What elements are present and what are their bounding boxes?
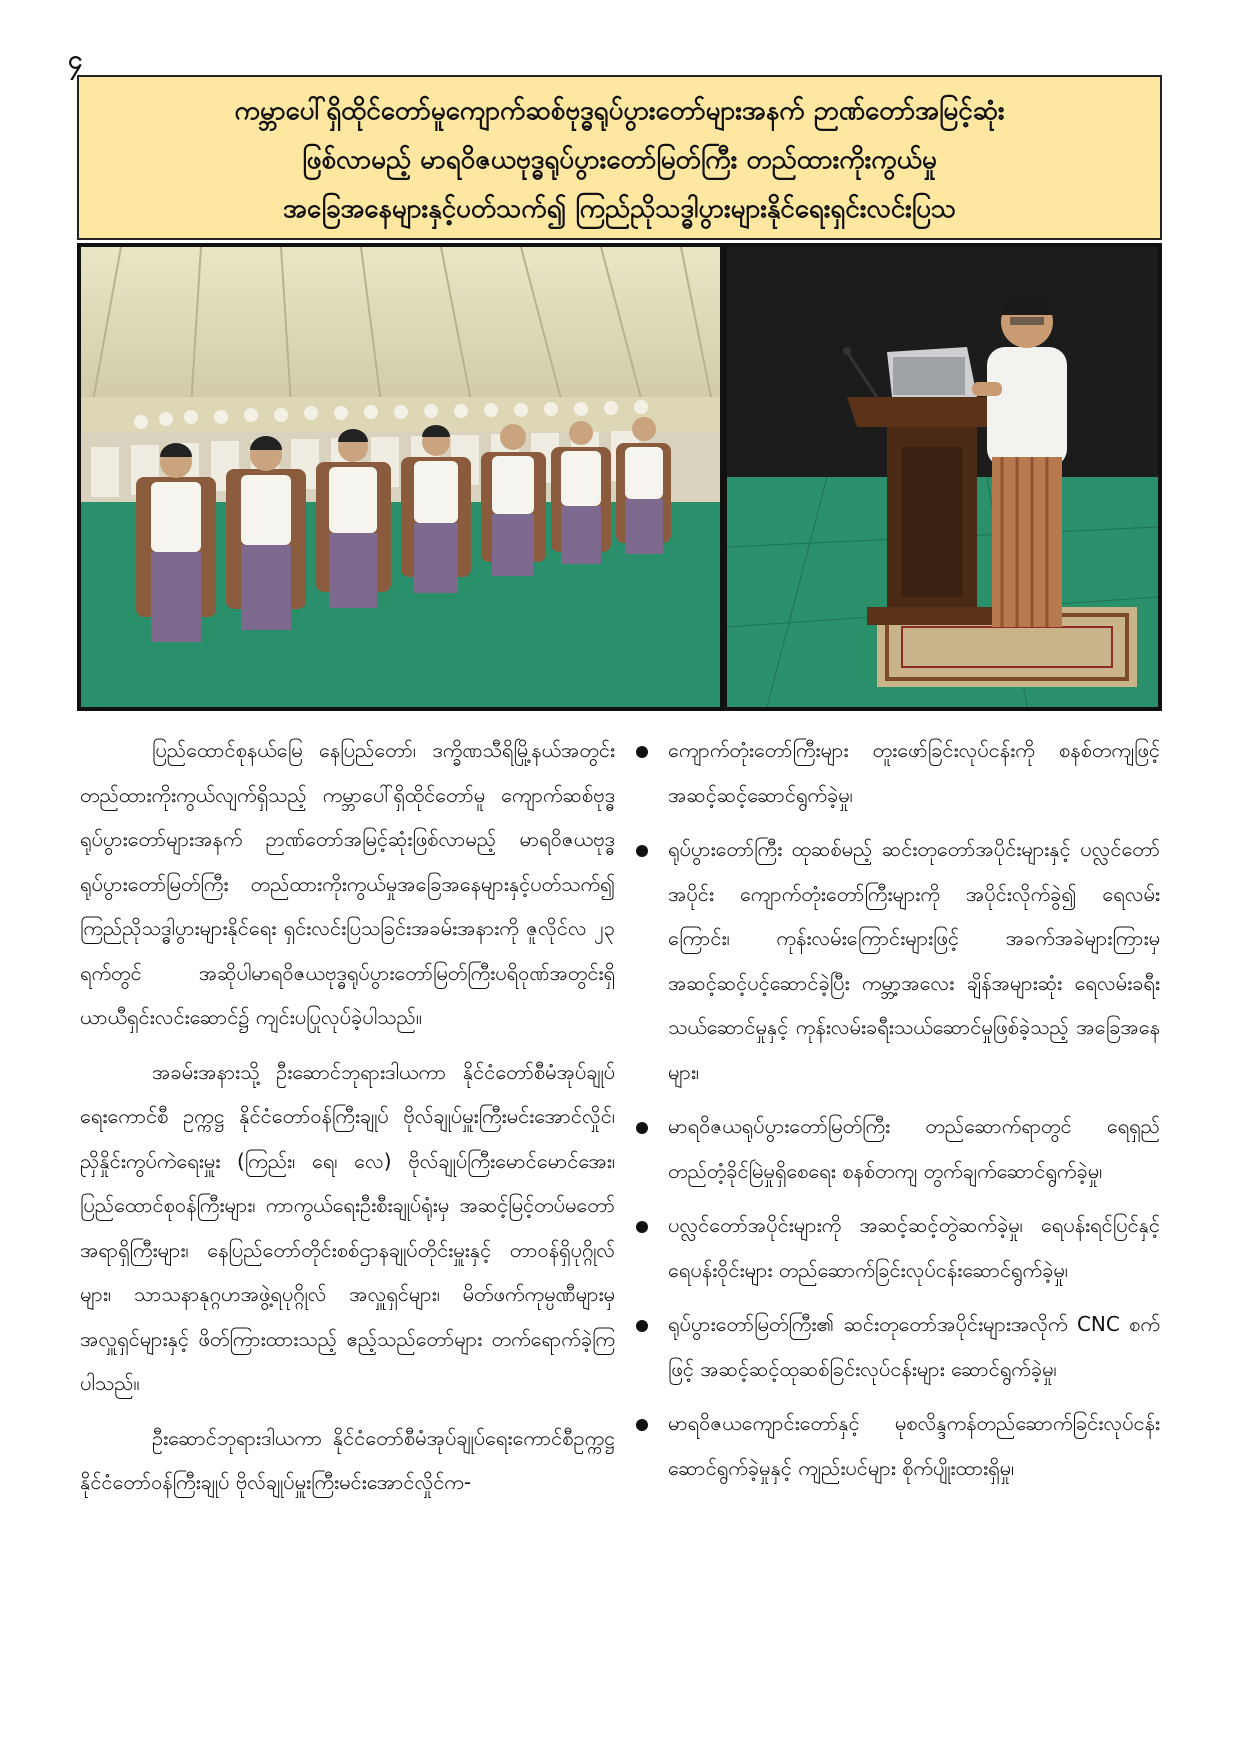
speaker-at-podium-photo (727, 247, 1158, 707)
headline-line-2: ဖြစ်လာမည့် မာရဝိဇယဗုဒ္ဓရုပ်ပွားတော်မြတ်ကြီး တည်ထားကိုးကွယ်မှု (302, 145, 937, 175)
body-left-column (80, 728, 615, 1515)
bullet-dot-icon (636, 1221, 648, 1233)
bullet-dot-icon (636, 1122, 648, 1134)
body-paragraph: ပြည်ထောင်စုနယ်မြေ နေပြည်တော်၊ ဒက္ခိဏသီရိမြို့နယ်အတွင်း တည်ထားကိုးကွယ်လျက်ရှိသည့် ကမ္ဘာပေါ်ရှိထိုင်တော်မူ ကျောက်ဆစ်ဗုဒ္ဓရုပ်ပွားတော်များအနက် ဉာဏ်တော်အမြင့်ဆုံးဖြစ်လာမည့် မာရဝိဇယဗုဒ္ဓ ရုပ်ပွားတော်မြတ်ကြီး တည်ထားကိုးကွယ်မှုအခြေအနေများနှင့်ပတ်သက်၍ ကြည်ညိုသဒ္ဓါပွားများနိုင်ရေး ရှင်းလင်းပြသခြင်းအခမ်းအနားကို ဇူလိုင်လ ၂၃ ရက်တွင် အဆိုပါမာရဝိဇယဗုဒ္ဓရုပ်ပွားတော်မြတ်ကြီးပရိဝုဏ်အတွင်းရှိ ယာယီရှင်းလင်းဆောင်၌ ကျင်းပပြုလုပ်ခဲ့ပါသည်။ (80, 738, 615, 1029)
audience-hall-photo (81, 247, 720, 707)
bullet-dot-icon (636, 1419, 648, 1431)
bullet-text: မာရဝိဇယရုပ်ပွားတော်မြတ်ကြီး တည်ဆောက်ရာတွင် ရေရှည်တည်တံ့ခိုင်မြဲမှုရှိစေရေး စနစ်တကျ တွက်ချက်ဆောင်ရွက်ခဲ့မှု၊ (668, 1114, 1160, 1183)
bullet-text: မာရဝိဇယကျောင်းတော်နှင့် မုစလိန္ဒကန်တည်ဆောက်ခြင်းလုပ်ငန်းဆောင်ရွက်ခဲ့မှုနှင့် ကျည်းပင်များ စိုက်ပျိုးထားရှိမှု၊ (668, 1411, 1160, 1480)
headline-line-1: ကမ္ဘာပေါ်ရှိထိုင်တော်မူကျောက်ဆစ်ဗုဒ္ဓရုပ်ပွားတော်များအနက် ဉာဏ်တော်အမြင့်ဆုံး (234, 96, 1005, 126)
bullet-item (630, 1302, 1160, 1391)
body-paragraph: အခမ်းအနားသို့ ဦးဆောင်ဘုရားဒါယကာ နိုင်ငံတော်စီမံအုပ်ချုပ်ရေးကောင်စီ ဥက္ကဋ္ဌ နိုင်ငံတော်ဝန်ကြီးချုပ် ဗိုလ်ချုပ်မှူးကြီးမင်းအောင်လှိုင်၊ ညှိနှိုင်းကွပ်ကဲရေးမှူး (ကြည်း၊ ရေ၊ လေ) ဗိုလ်ချုပ်ကြီးမောင်မောင်အေး၊ ပြည်ထောင်စုဝန်ကြီးများ၊ ကာကွယ်ရေးဦးစီးချုပ်ရုံးမှ အဆင့်မြင့်တပ်မတော်အရာရှိကြီးများ၊ နေပြည်တော်တိုင်းစစ်ဌာနချုပ်တိုင်းမှူးနှင့် တာဝန်ရှိပုဂ္ဂိုလ်များ၊ သာသနာနုဂ္ဂဟအဖွဲ့ရပုဂ္ဂိုလ် အလှူရှင်များ၊ မိတ်ဖက်ကုမ္ပဏီများမှအလှူရှင်များနှင့် ဖိတ်ကြားထားသည့် ဧည့်သည်တော်များ တက်ရောက်ခဲ့ကြပါသည်။ (80, 1059, 615, 1395)
bullet-item (630, 728, 1160, 817)
bullet-dot-icon (636, 746, 648, 758)
page-number: ၄ (68, 45, 83, 75)
bullet-dot-icon (636, 845, 648, 857)
headline-line-3: အခြေအနေများနှင့်ပတ်သက်၍ ကြည်ညိုသဒ္ဓါပွားများနိုင်ရေးရှင်းလင်းပြသ (282, 194, 957, 224)
photo-strip (77, 243, 1162, 711)
bullet-item (630, 1401, 1160, 1490)
bullet-text: ရုပ်ပွားတော်မြတ်ကြီး၏ ဆင်းတုတော်အပိုင်းများအလိုက် CNC စက်ဖြင့် အဆင့်ဆင့်ထုဆစ်ခြင်းလုပ်ငန်းများ ဆောင်ရွက်ခဲ့မှု၊ (668, 1312, 1160, 1381)
bullet-item (630, 1203, 1160, 1292)
bullet-text: ပလ္လင်တော်အပိုင်းများကို အဆင့်ဆင့်တွဲဆက်ခဲ့မှု၊ ရေပန်းရင်ပြင်နှင့် ရေပန်းဝိုင်းများ တည်ဆောက်ခြင်းလုပ်ငန်းဆောင်ရွက်ခဲ့မှု၊ (668, 1213, 1160, 1282)
bullet-item (630, 827, 1160, 1094)
bullet-dot-icon (636, 1320, 648, 1332)
bullet-item (630, 1104, 1160, 1193)
headline-box (77, 75, 1162, 240)
bullet-text: ကျောက်တုံးတော်ကြီးများ တူးဖော်ခြင်းလုပ်ငန်းကို စနစ်တကျဖြင့် အဆင့်ဆင့်ဆောင်ရွက်ခဲ့မှု၊ (668, 738, 1160, 807)
body-right-column (630, 728, 1160, 1500)
body-paragraph: ဦးဆောင်ဘုရားဒါယကာ နိုင်ငံတော်စီမံအုပ်ချုပ်ရေးကောင်စီဥက္ကဋ္ဌ နိုင်ငံတော်ဝန်ကြီးချုပ် ဗိုလ်ချုပ်မှူးကြီးမင်းအောင်လှိုင်က- (80, 1425, 615, 1494)
bullet-text: ရုပ်ပွားတော်ကြီး ထုဆစ်မည့် ဆင်းတုတော်အပိုင်းများနှင့် ပလ္လင်တော်အပိုင်း ကျောက်တုံးတော်ကြီးများကို အပိုင်းလိုက်ခွဲ၍ ရေလမ်းကြောင်း၊ ကုန်းလမ်းကြောင်းများဖြင့် အခက်အခဲများကြားမှ အဆင့်ဆင့်ပင့်ဆောင်ခဲ့ပြီး ကမ္ဘာ့အလေး ချိန်အများဆုံး ရေလမ်းခရီးသယ်ဆောင်မှုနှင့် ကုန်းလမ်းခရီးသယ်ဆောင်မှုဖြစ်ခဲ့သည့် အခြေအနေများ၊ (668, 837, 1160, 1084)
